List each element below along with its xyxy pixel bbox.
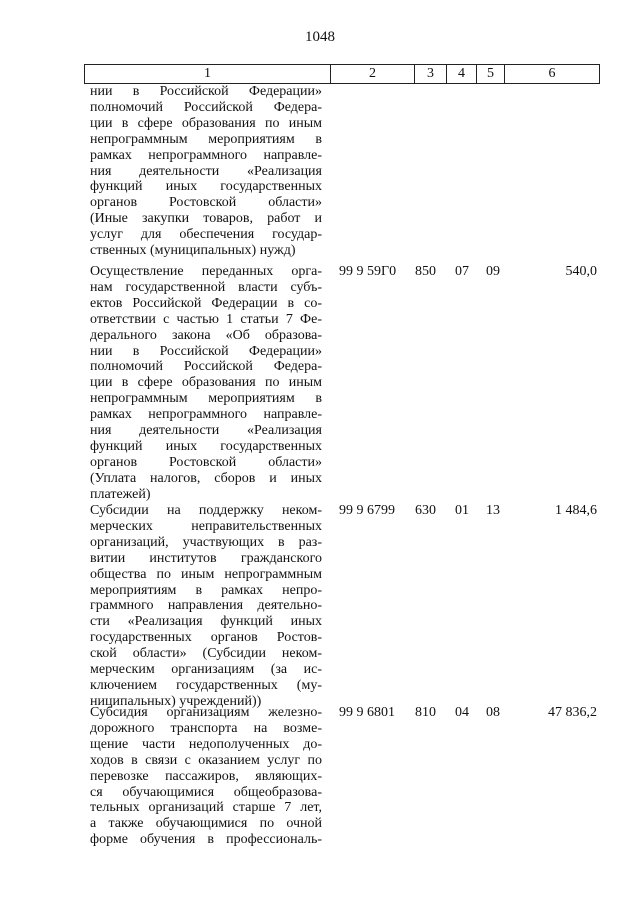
description-cell [90,503,322,710]
description-line: ся обучающимися общеобразова- [90,784,322,800]
description-line: рамках непрограммного направле- [90,407,322,423]
description-cell [90,84,322,259]
description-line: Осуществление переданных орга- [90,264,322,279]
description-line: сти «Реализация функций иных [90,614,322,630]
description-cell [90,705,322,848]
description-line: ции в сфере образования по иным [90,115,322,131]
header-col-3: 3 [415,65,447,83]
description-line: общества по иным непрограммным [90,566,322,582]
amount-cell: 47 836,2 [548,705,597,720]
subsection-cell: 13 [486,503,500,518]
expense-type-cell: 630 [415,503,436,518]
description-line: (Иные закупки товаров, работ и [90,211,322,227]
description-line: мероприятиям в рамках непро- [90,582,322,598]
subsection-cell: 09 [486,264,500,279]
header-col-2: 2 [331,65,415,83]
description-line: ции в сфере образования по иным [90,375,322,391]
description-line: Субсидия организациям железно- [90,705,322,720]
description-line: непрограммным мероприятиям в [90,131,322,147]
description-line: ответствии с частью 1 статьи 7 Фе- [90,311,322,327]
description-line: ходов в связи с оказанием услуг по [90,752,322,768]
description-line: граммного направления деятельно- [90,598,322,614]
description-line: ния деятельности «Реализация [90,423,322,439]
amount-cell: 540,0 [565,264,597,279]
description-line: дорожного транспорта на возме- [90,720,322,736]
description-line: а также обучающимися по очной [90,816,322,832]
description-line: услуг для обеспечения государ- [90,227,322,243]
description-line: мерческих неправительственных [90,518,322,534]
description-line: ключением государственных (му- [90,677,322,693]
description-line: ниципальных) учреждений)) [90,693,262,709]
expense-type-cell: 810 [415,705,436,720]
description-line: тельных организаций старше 7 лет, [90,800,322,816]
table-header [84,64,600,84]
description-line: непрограммным мероприятиям в [90,391,322,407]
description-line: мерческим организациям (за ис- [90,662,322,678]
header-col-4: 4 [447,65,477,83]
amount-cell: 1 484,6 [555,503,597,518]
description-line: платежей) [90,486,151,502]
description-line: ственных (муниципальных) нужд) [90,243,296,259]
budget-code-cell: 99 9 6799 [339,503,395,518]
description-line: щение части недополученных до- [90,736,322,752]
description-line: нии в Российской Федерации» [90,84,322,99]
description-line: нии в Российской Федерации» [90,343,322,359]
description-line: полномочий Российской Федера- [90,99,322,115]
description-line: ектов Российской Федерации в со- [90,295,322,311]
page-number: 1048 [305,29,335,45]
section-cell: 04 [455,705,469,720]
description-line: витии институтов гражданского [90,550,322,566]
description-line: ния деятельности «Реализация [90,163,322,179]
description-line: рамках непрограммного направле- [90,147,322,163]
description-line: функций иных государственных [90,179,322,195]
header-col-6: 6 [548,66,556,81]
description-line: органов Ростовской области» [90,454,322,470]
section-cell: 01 [455,503,469,518]
subsection-cell: 08 [486,705,500,720]
description-line: функций иных государственных [90,438,322,454]
description-line: полномочий Российской Федера- [90,359,322,375]
description-cell [90,264,322,503]
description-line: организаций, участвующих в раз- [90,534,322,550]
description-line: ской области» (Субсидии неком- [90,646,322,662]
description-line: нам государственной власти субъ- [90,279,322,295]
header-col-5: 5 [477,65,505,83]
budget-code-cell: 99 9 6801 [339,705,395,720]
description-line: Субсидии на поддержку неком- [90,503,322,518]
header-col-1: 1 [85,65,331,83]
section-cell: 07 [455,264,469,279]
expense-type-cell: 850 [415,264,436,279]
description-line: (Уплата налогов, сборов и иных [90,470,322,486]
description-line: дерального закона «Об образова- [90,327,322,343]
description-line: форме обучения в профессиональ- [90,832,322,848]
description-line: государственных органов Ростов- [90,630,322,646]
description-line: органов Ростовской области» [90,195,322,211]
budget-code-cell: 99 9 59Г0 [339,264,397,279]
description-line: перевозке пассажиров, являющих- [90,768,322,784]
